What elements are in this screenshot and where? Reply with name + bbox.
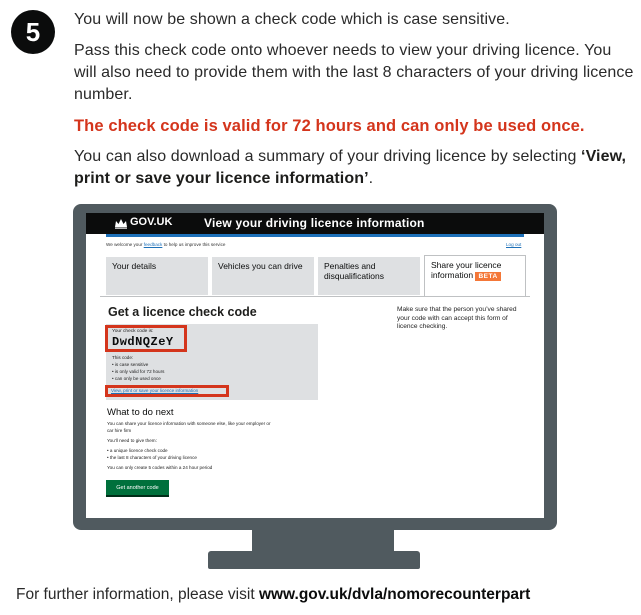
download-suffix: . [368, 170, 374, 187]
check-code-value: DwdNQZeY [112, 335, 174, 349]
tab-penalties[interactable] [318, 257, 420, 295]
tab-share-licence[interactable] [424, 255, 526, 297]
footer-info [16, 586, 530, 604]
tab-label: Vehicles you can drive [218, 261, 303, 271]
footer-url[interactable]: www.gov.uk/dvla/nomorecounterpart [258, 586, 531, 603]
crown-icon [114, 217, 128, 229]
code-info [112, 354, 164, 382]
view-print-save-link[interactable]: View, print or save your licence information [111, 388, 199, 393]
feedback-link[interactable]: feedback [143, 242, 163, 247]
what-next-text: You can only create 5 codes within a 24 hour period [107, 465, 213, 470]
code-info-label: This code: [112, 355, 134, 360]
beta-badge: BETA [475, 272, 500, 281]
tab-label: Share your licence information [431, 260, 502, 280]
govuk-logo[interactable]: GOV.UK [130, 216, 173, 228]
what-next-text: You’ll need to give them: [107, 438, 157, 443]
code-bullet-text: can only be used once [114, 376, 161, 381]
tab-label: Your details [112, 261, 157, 271]
instruction-download [74, 146, 634, 190]
code-bullet: • is only valid for 72 hours [112, 369, 165, 374]
download-link-name: ‘View, print or save your licence information’ [74, 148, 627, 187]
what-next-bullet: • a unique licence check code [107, 448, 168, 453]
header-blue-bar [106, 234, 524, 237]
page-heading: Get a licence check code [108, 305, 257, 319]
what-next-bullet-text: the last 8 characters of your driving licence [109, 455, 197, 460]
what-next-heading: What to do next [107, 407, 174, 418]
what-next-body [107, 420, 277, 471]
monitor-screen [86, 213, 544, 518]
feedback-suffix: to help us improve this service [162, 242, 226, 247]
get-another-code-button[interactable]: Get another code [106, 480, 169, 495]
side-note: Make sure that the person you’ve shared your code with can accept this form of licence checking. [397, 306, 517, 330]
feedback-prefix: We welcome your [106, 242, 144, 247]
code-bullet-text: is case sensitive [114, 362, 149, 367]
validity-warning: The check code is valid for 72 hours and can only be used once. [74, 117, 585, 135]
monitor-stand [208, 551, 420, 569]
logout-link[interactable]: Log out [506, 242, 522, 247]
code-bullet: • is case sensitive [112, 362, 149, 367]
code-bullet: • can only be used once [112, 376, 161, 381]
tab-label: Penalties and disqualifications [324, 261, 385, 281]
what-next-bullet-text: a unique licence check code [109, 448, 168, 453]
tab-divider [100, 296, 530, 297]
govuk-header [86, 213, 544, 234]
step-number: 5 [25, 16, 41, 47]
download-prefix: You can also download a summary of your driving licence by selecting [74, 148, 582, 165]
what-next-bullet: • the last 8 characters of your driving licence [107, 455, 197, 460]
what-next-text: You can share your licence information with someone else, like your employer or car hire firm [107, 421, 271, 433]
tab-your-details[interactable] [106, 257, 208, 295]
feedback-banner [106, 242, 225, 247]
service-title: View your driving licence information [204, 216, 425, 230]
code-bullet-text: is only valid for 72 hours [114, 369, 165, 374]
step-number-badge [11, 10, 55, 54]
check-code-label: Your check code is: [112, 329, 154, 334]
tab-vehicles[interactable] [212, 257, 314, 295]
footer-prefix: For further information, please visit [16, 586, 259, 603]
instruction-line-1: You will now be shown a check code which is case sensitive. [74, 11, 510, 28]
instruction-pass-on: Pass this check code onto whoever needs to view your driving licence. You will also need to provide them with the last 8 characters of your driving licence number. [74, 42, 634, 103]
